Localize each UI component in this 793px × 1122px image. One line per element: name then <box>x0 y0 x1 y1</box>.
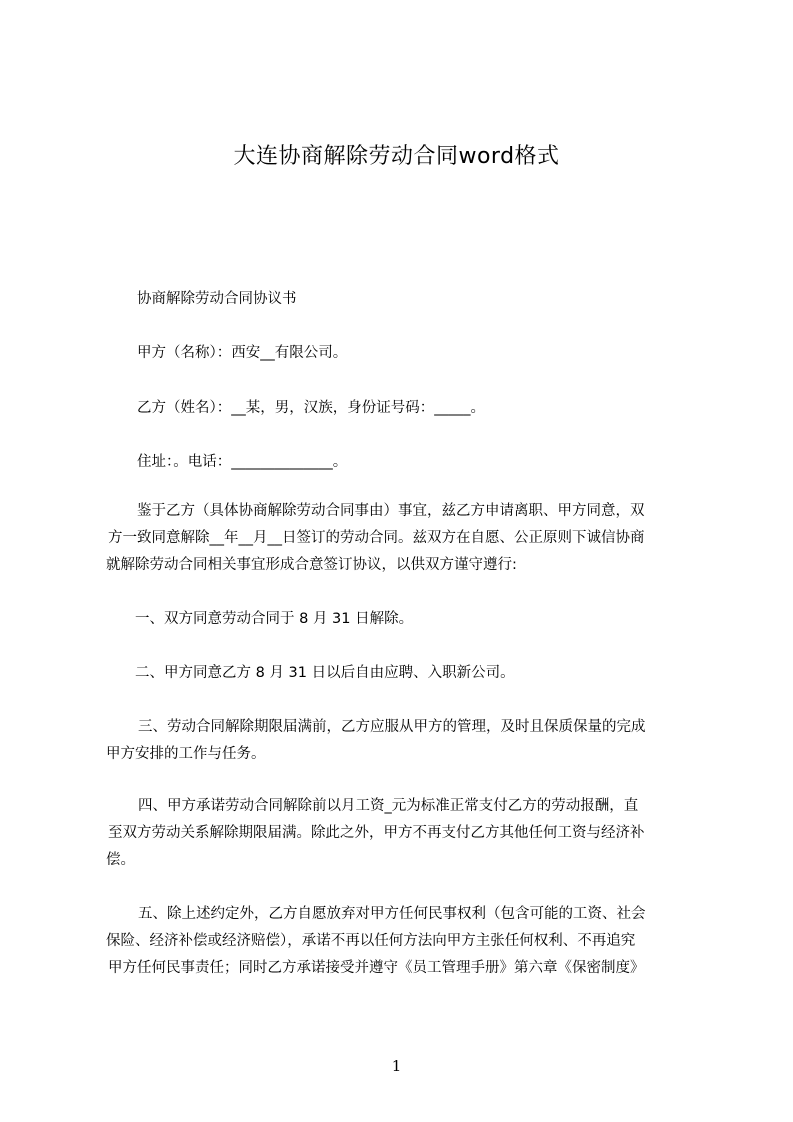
clause-2: 二、甲方同意乙方 8 月 31 日以后自由应聘、入职新公司。 <box>135 665 515 681</box>
clause-4-line-2: 至双方劳动关系解除期限届满。除此之外，甲方不再支付乙方其他任何工资与经济补 <box>108 825 645 841</box>
clause-5-line-1: 五、除上述约定外，乙方自愿放弃对甲方任何民事权利（包含可能的工资、社会 <box>138 906 646 922</box>
preamble-line-2: 方一致同意解除__年__月__日签订的劳动合同。兹双方在自愿、公正原则下诚信协商 <box>108 530 645 546</box>
clause-5-line-3: 甲方任何民事责任；同时乙方承诺接受并遵守《员工管理手册》第六章《保密制度》 <box>108 960 645 976</box>
clause-5 <box>106 901 702 982</box>
party-a-line: 甲方（名称）：西安__有限公司。 <box>137 345 348 361</box>
clause-3-line-1: 三、劳动合同解除期限届满前，乙方应服从甲方的管理，及时且保质保量的完成 <box>138 719 646 735</box>
clause-4 <box>106 793 702 874</box>
preamble-line-1: 鉴于乙方（具体协商解除劳动合同事由）事宜，兹乙方申请离职、甲方同意，双 <box>137 503 645 519</box>
clause-4-line-3: 偿。 <box>106 852 135 868</box>
clause-5-line-2: 保险、经济补偿或经济赔偿），承诺不再以任何方法向甲方主张任何权利、不再追究 <box>106 933 636 949</box>
preamble-line-3: 就解除劳动合同相关事宜形成合意签订协议，以供双方谨守遵行: <box>106 557 517 573</box>
clause-3-line-2: 甲方安排的工作与任务。 <box>106 746 266 762</box>
clause-4-line-1: 四、甲方承诺劳动合同解除前以月工资_元为标准正常支付乙方的劳动报酬，直 <box>138 798 639 814</box>
agreement-heading: 协商解除劳动合同协议书 <box>137 291 297 307</box>
preamble-paragraph <box>106 498 702 579</box>
page-number: 1 <box>391 1057 402 1075</box>
document-title: 大连协商解除劳动合同word格式 <box>233 144 560 169</box>
clause-1: 一、双方同意劳动合同于 8 月 31 日解除。 <box>135 611 414 627</box>
address-phone-line: 住址：。电话：______________。 <box>137 454 348 470</box>
party-b-line: 乙方（姓名）：__某，男，汉族，身份证号码：_____。 <box>137 400 485 416</box>
clause-3 <box>106 714 702 768</box>
